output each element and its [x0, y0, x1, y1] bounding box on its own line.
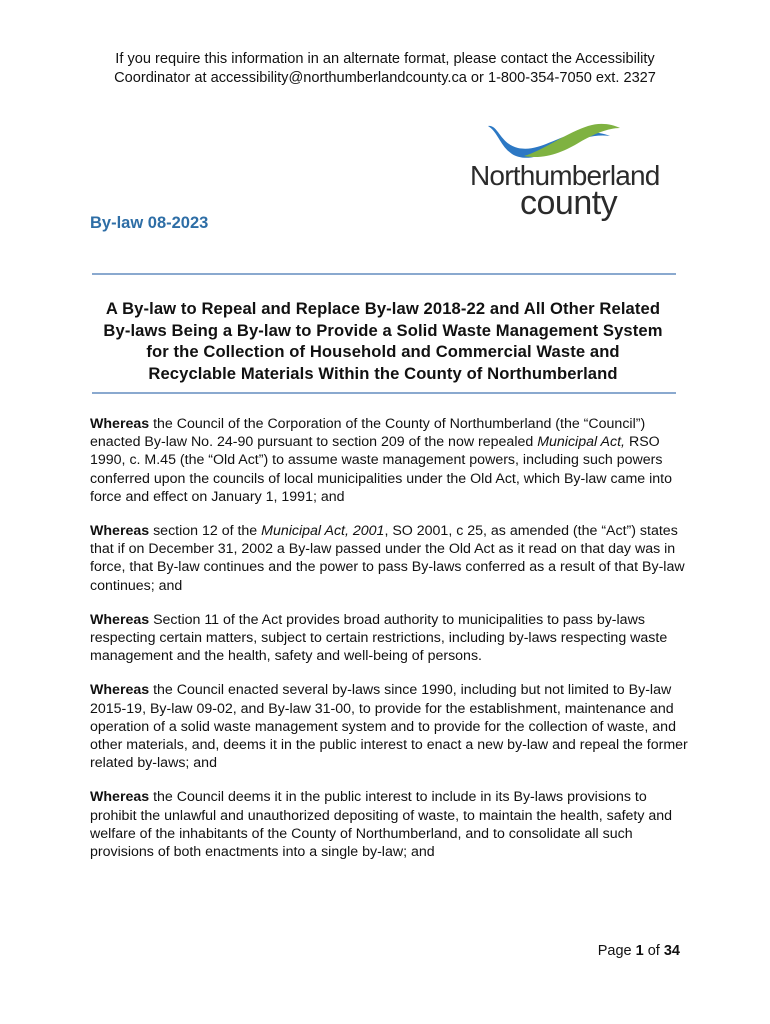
paragraph-text: RSO 1990, c. M.45 (the “Old Act”) to assume waste management powers, including such powers conferred upon the councils of local municipalities under the Old Act, which By-law came into force and effect on January 1, 1991; and: [90, 434, 672, 505]
accessibility-notice-line-1: If you require this information in an alternate format, please contact the Accessibility: [115, 51, 655, 67]
county-logo: [470, 120, 660, 220]
bylaw-title-line-4: Recyclable Materials Within the County of Northumberland: [148, 363, 618, 383]
bylaw-body: [90, 415, 690, 877]
act-name: Municipal Act,: [537, 434, 625, 451]
paragraph-text: section 12 of the: [149, 523, 262, 540]
logo-name-line-2: county: [520, 184, 618, 222]
bylaw-title-line-1: A By-law to Repeal and Replace By-law 2018-22 and All Other Related: [105, 299, 661, 318]
whereas-paragraph-1: [90, 415, 690, 506]
page-current: 1: [635, 943, 644, 959]
bylaw-number: By-law 08-2023: [90, 214, 209, 232]
whereas-paragraph-2: [90, 522, 690, 595]
whereas-lead: Whereas: [90, 611, 150, 628]
whereas-lead: Whereas: [90, 523, 150, 540]
whereas-paragraph-3: [90, 611, 690, 666]
whereas-lead: Whereas: [90, 682, 150, 699]
whereas-paragraph-5: [90, 788, 690, 861]
page-label: Page: [597, 943, 632, 959]
paragraph-text: the Council of the Corporation of the County of Northumberland (the “Council”) enacted By-law No. 24-90 pursuant to section 209 of the now repealed: [90, 416, 646, 451]
bylaw-title: [80, 298, 686, 384]
page-number: [560, 943, 680, 959]
paragraph-text: Section 11 of the Act provides broad authority to municipalities to pass by-laws respecting certain matters, subject to certain restrictions, including by-laws respecting waste management and the health, safety and well-being of persons.: [90, 611, 668, 665]
paragraph-text: the Council deems it in the public interest to include in its By-laws provisions to prohibit the unlawful and unauthorized depositing of waste, to maintain the health, safety and welfare of the inhabitants of the County of Northumberland, and to consolidate all such provisions of both enactments into a single by-law; and: [90, 789, 673, 861]
title-bottom-divider: [92, 392, 676, 394]
act-name: Municipal Act, 2001: [261, 523, 385, 540]
paragraph-text: the Council enacted several by-laws since 1990, including but not limited to By-law 2015-19, By-law 09-02, and By-law 31-00, to provide for the establishment, maintenance and operation of a solid waste management system and to provide for the collection of waste, and other materials, and, deems it in the public interest to enact a new by-law and repeal the former related by-laws; and: [90, 682, 688, 772]
accessibility-notice: [60, 50, 710, 88]
page-of: of: [647, 943, 660, 959]
whereas-lead: Whereas: [90, 416, 150, 432]
accessibility-notice-line-2: Coordinator at accessibility@northumberlandcounty.ca or 1-800-354-7050 ext. 2327: [114, 70, 656, 86]
whereas-paragraph-4: [90, 681, 690, 772]
bylaw-title-line-2: By-laws Being a By-law to Provide a Solid Waste Management System: [103, 320, 663, 340]
waves-logo-icon: [484, 120, 624, 164]
logo-name-line-1: Northumberland: [470, 160, 660, 191]
page-total: 34: [663, 943, 680, 959]
title-top-divider: [92, 273, 676, 275]
green-wave: [524, 124, 620, 157]
paragraph-text: , SO 2001, c 25, as amended (the “Act”) states that if on December 31, 2002 a By-law passed under the Old Act as it read on that day was in force, that By-law continues and the power to pass By-laws conferred as a result of that By-law continues; and: [90, 523, 685, 594]
whereas-lead: Whereas: [90, 789, 150, 806]
bylaw-title-line-3: for the Collection of Household and Commercial Waste and: [146, 342, 620, 361]
